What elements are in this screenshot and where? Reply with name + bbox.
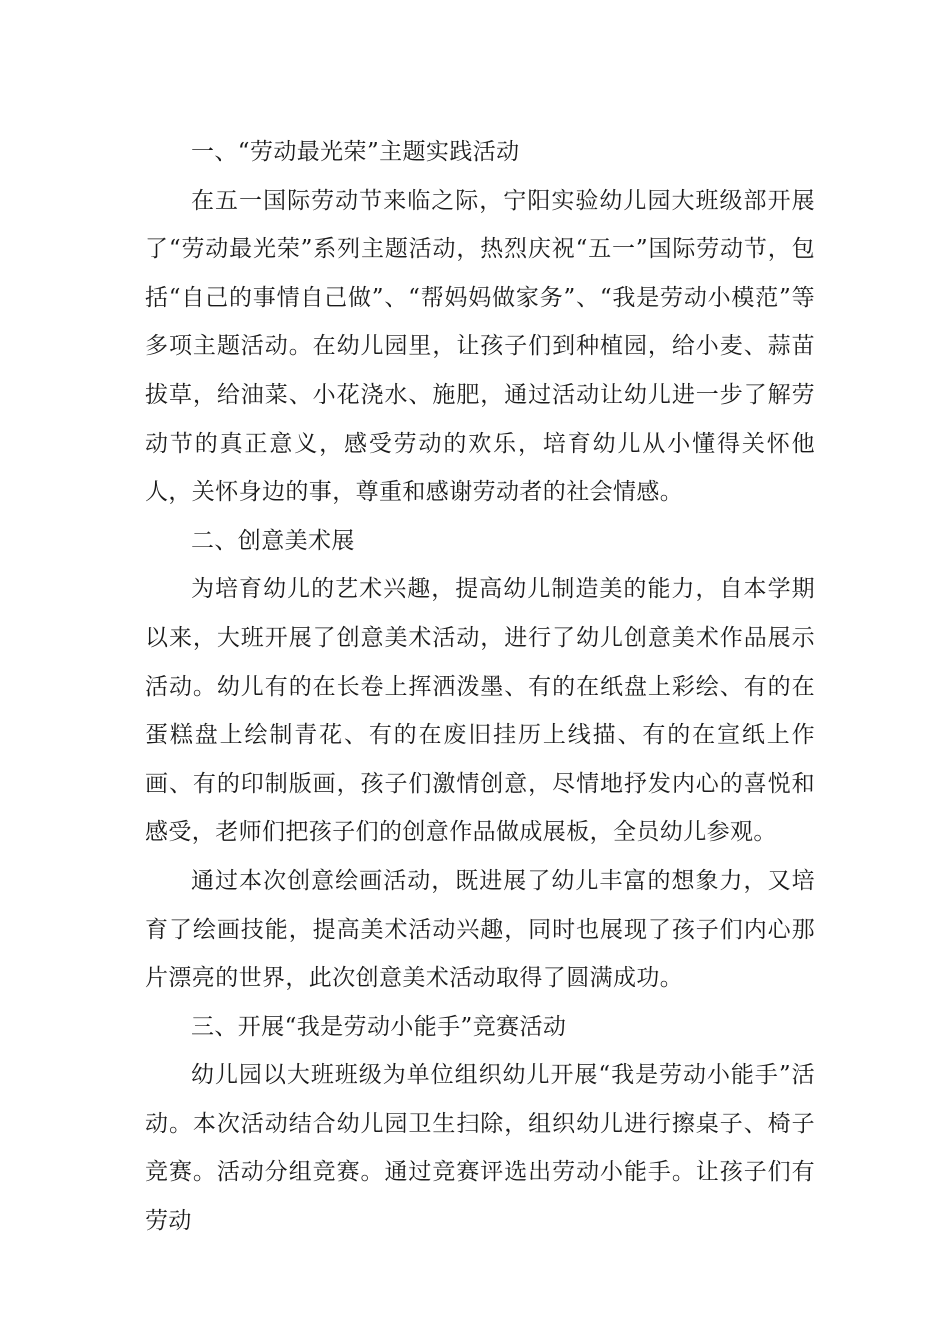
section-3-paragraph-1: 幼儿园以大班班级为单位组织幼儿开展“我是劳动小能手”活动。本次活动结合幼儿园卫生扫除，组织幼儿进行擦桌子、椅子竞赛。活动分组竞赛。通过竞赛评选出劳动小能手。让孩子们有劳动 xyxy=(145,1062,815,1235)
section-heading-1: 一、“劳动最光荣”主题实践活动 xyxy=(191,139,520,165)
section-2-paragraph-2: 通过本次创意绘画活动，既进展了幼儿丰富的想象力，又培育了绘画技能，提高美术活动兴趣，同时也展现了孩子们内心那片漂亮的世界，此次创意美术活动取得了圆满成功。 xyxy=(145,867,815,992)
section-heading-2: 二、创意美术展 xyxy=(191,527,355,554)
document-body xyxy=(145,128,815,1246)
section-1-paragraph-1: 在五一国际劳动节来临之际，宁阳实验幼儿园大班级部开展了“劳动最光荣”系列主题活动，热烈庆祝“五一”国际劳动节，包括“自己的事情自己做”、“帮妈妈做家务”、“我是劳动小模范”等多项主题活动。在幼儿园里，让孩子们到种植园，给小麦、蒜苗拔草，给油菜、小花浇水、施肥，通过活动让幼儿进一步了解劳动节的真正意义，感受劳动的欢乐，培育幼儿从小懂得关怀他人，关怀身边的事，尊重和感谢劳动者的社会情感。 xyxy=(145,187,815,506)
section-2-paragraph-1: 为培育幼儿的艺术兴趣，提高幼儿制造美的能力，自本学期以来，大班开展了创意美术活动，进行了幼儿创意美术作品展示活动。幼儿有的在长卷上挥洒泼墨、有的在纸盘上彩绘、有的在蛋糕盘上绘制青花、有的在废旧挂历上线描、有的在宣纸上作画、有的印制版画，孩子们激情创意，尽情地抒发内心的喜悦和感受，老师们把孩子们的创意作品做成展板，全员幼儿参观。 xyxy=(145,576,815,846)
section-heading-3: 三、开展“我是劳动小能手”竞赛活动 xyxy=(191,1013,567,1040)
